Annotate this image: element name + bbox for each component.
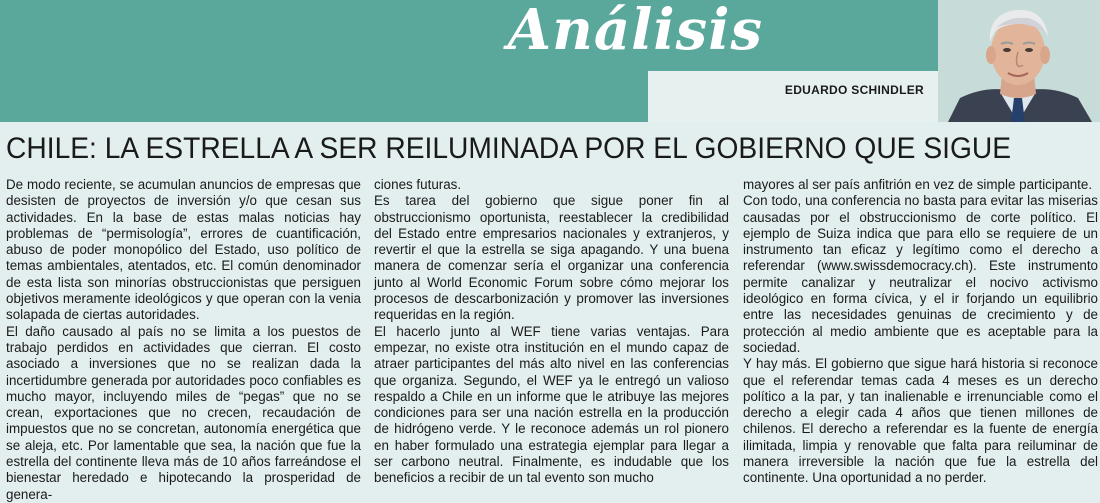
paragraph: mayores al ser país anfitrión en vez de simple participante. <box>743 177 1093 192</box>
paragraph: Con todo, una conferencia no basta para evitar las miserias causadas por el obstruccionismo de corte político. El ejemplo de Suiza indica que para ello se requiere de un instrumento tan eficaz y legítimo como el derecho a referendar (www.swissdemocracy.ch). Este instrumento permite canalizar y neutralizar el nocivo activismo ideológico en forma cívica, y el ir forjando un equilibrio entre las necesidades genuinas de crecimiento y de protección al medio ambiente que es aceptable para la sociedad. <box>743 193 1098 355</box>
article-column-3 <box>743 177 1098 486</box>
author-portrait-illustration <box>938 0 1100 122</box>
article-column-1 <box>6 177 361 502</box>
section-title: Análisis <box>507 0 763 63</box>
article-column-2 <box>374 177 729 486</box>
author-byline: EDUARDO SCHINDLER <box>784 83 924 97</box>
article-headline: CHILE: LA ESTRELLA A SER REILUMINADA POR EL GOBIERNO QUE SIGUE <box>6 132 1012 165</box>
paragraph: El daño causado al país no se limita a los puestos de trabajo perdidos en actividades que cierran. El costo asociado a inversiones que no se realizan dada la incertidumbre generada por autoridades poco confiables es mucho mayor, incluyendo miles de “pegas” que no se crean, exportaciones que no crecen, recaudación de impuestos que no se concretan, autonomía energética que se aleja, etc. Por lamentable que sea, la nación que fue la estrella del continente lleva más de 10 años farreándose el bienestar heredado e hipotecando la prosperidad de genera- <box>6 323 361 502</box>
paragraph: Y hay más. El gobierno que sigue hará historia si reconoce que el referendar temas cada 4 meses es un derecho político a la par, y tan inalienable e irrenunciable como el derecho a elegir cada 4 años que tienen millones de chilenos. El derecho a referendar es la fuente de energía ilimitada, limpia y renovable que falta para reiluminar de manera irreversible la nación que fue la estrella del continente. Una oportunidad a no perder. <box>743 356 1098 486</box>
byline-box <box>648 71 938 122</box>
paragraph: El hacerlo junto al WEF tiene varias ventajas. Para empezar, no existe otra institución en el mundo capaz de atraer participantes del más alto nivel en las conferencias que organiza. Segundo, el WEF ya le entregó un valioso respaldo a Chile en un informe que le atribuye las mejores condiciones para ser una nación estrella en la producción de hidrógeno verde. Y le reconoce además un rol pionero en haber formulado una estrategia ejemplar para llegar a ser carbono neutral. Finalmente, es indudable que los beneficios a recibir de un tal evento son mucho <box>374 323 729 486</box>
author-portrait <box>938 0 1100 122</box>
paragraph: Es tarea del gobierno que sigue poner fin al obstruccionismo oportunista, reestablecer la credibilidad del Estado entre empresarios nacionales y extranjeros, y revertir el que la estrella se siga apagando. Y una buena manera de comenzar sería el organizar una conferencia junto al World Economic Forum sobre cómo mejorar los procesos de descarbonización y promover las inversiones requeridas en la región. <box>374 193 729 323</box>
paragraph: ciones futuras. <box>374 177 462 192</box>
paragraph: De modo reciente, se acumulan anuncios de empresas que desisten de proyectos de inversión y/o que cesan sus actividades. En la base de estas malas noticias hay problemas de “permisología”, errores de cuantificación, abuso de poder monopólico del Estado, uso político de temas ambientales, atentados, etc. El común denominador de esta lista son minorías obstruccionistas que persiguen objetivos meramente ideológicos y que operan con la venia solapada de ciertas autoridades. <box>6 177 361 323</box>
article-body <box>6 177 1098 502</box>
